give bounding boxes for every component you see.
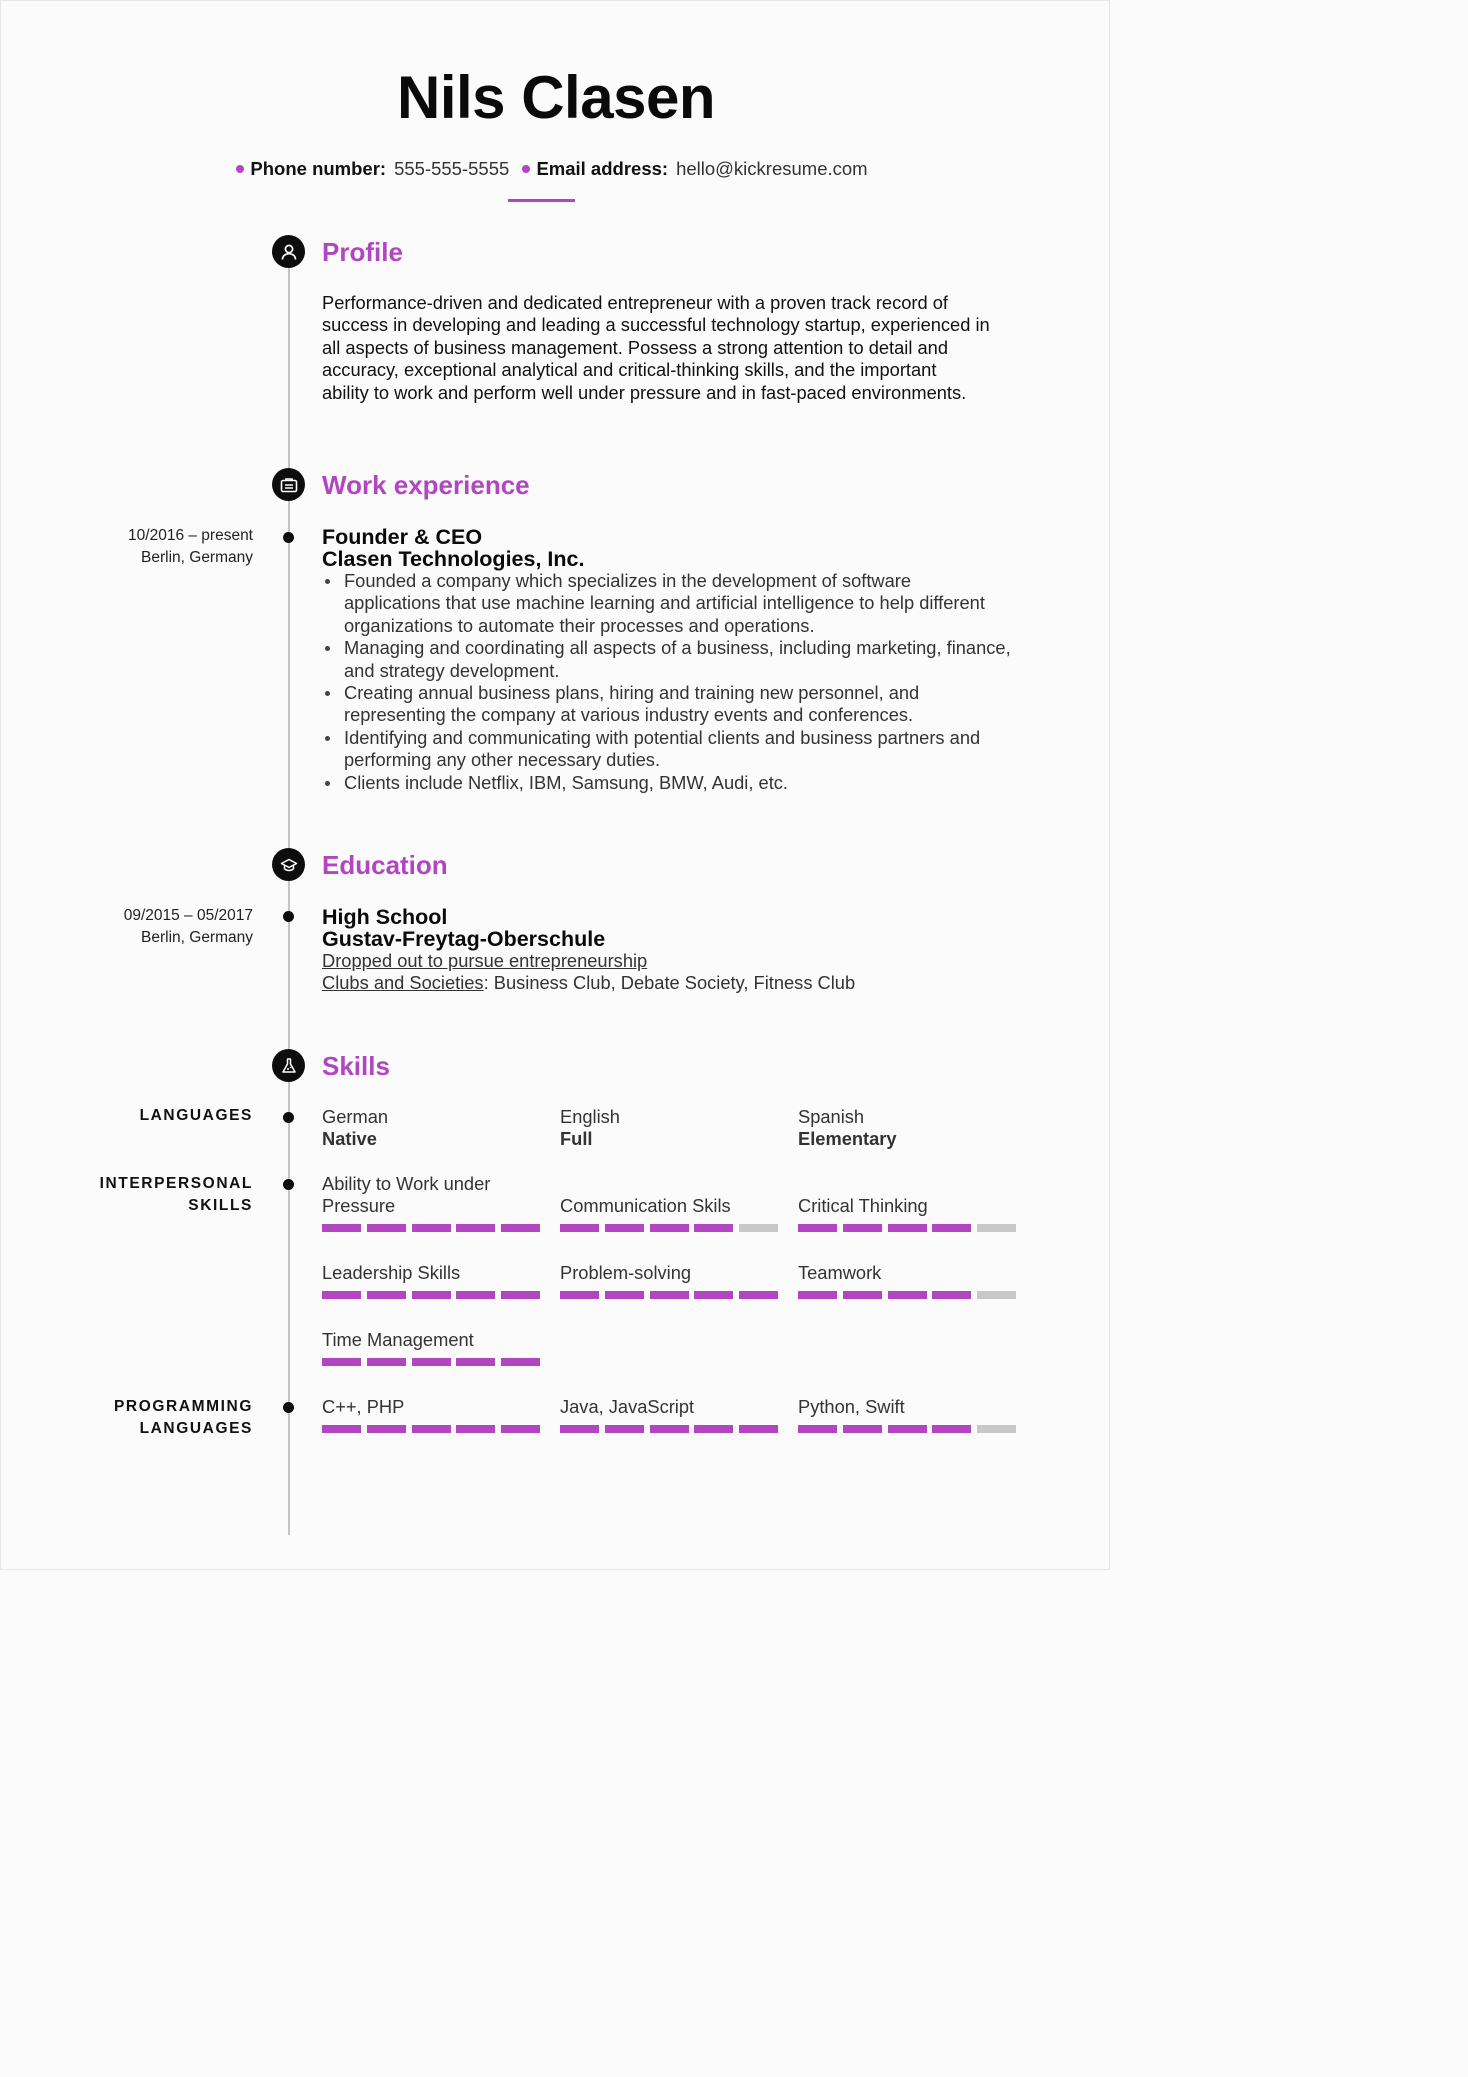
rating-segment-filled <box>322 1358 361 1366</box>
rating-segment-filled <box>888 1425 927 1433</box>
clubs-separator: : <box>483 972 489 993</box>
rating-segment-filled <box>412 1224 451 1232</box>
skill-name: Leadership Skills <box>322 1262 461 1283</box>
skill-rating-bar <box>560 1224 778 1232</box>
rating-segment-filled <box>367 1291 406 1299</box>
rating-segment-filled <box>412 1358 451 1366</box>
profile-line: success in developing and leading a successful technology startup, experienced in <box>322 314 990 336</box>
skill-name: Problem-solving <box>560 1262 692 1283</box>
language-level: Native <box>322 1128 377 1149</box>
phone-label: Phone number: <box>250 158 387 179</box>
briefcase-icon <box>272 468 305 501</box>
phone-value[interactable]: 555-555-5555 <box>394 158 510 179</box>
skill-rating-bar <box>798 1425 1016 1433</box>
section-title-profile: Profile <box>322 237 403 267</box>
rating-segment-filled <box>456 1291 495 1299</box>
rating-segment-filled <box>650 1425 689 1433</box>
education-location: Berlin, Germany <box>141 929 253 946</box>
language-name: German <box>322 1106 389 1127</box>
language-level: Full <box>560 1128 593 1149</box>
rating-segment-filled <box>739 1425 778 1433</box>
skill-rating-bar <box>322 1425 540 1433</box>
rating-segment-filled <box>367 1358 406 1366</box>
person-icon <box>272 235 305 268</box>
bullet-dot-icon <box>236 165 244 173</box>
rating-segment-filled <box>367 1425 406 1433</box>
timeline-dot <box>283 1179 294 1190</box>
rating-segment-filled <box>605 1224 644 1232</box>
rating-segment-filled <box>456 1358 495 1366</box>
clubs-value: Business Club, Debate Society, Fitness Club <box>488 972 856 993</box>
graduation-cap-icon <box>272 848 305 881</box>
timeline-dot <box>283 911 294 922</box>
flask-icon <box>272 1049 305 1082</box>
rating-segment-filled <box>501 1358 540 1366</box>
rating-segment-filled <box>367 1224 406 1232</box>
timeline-dot <box>283 1112 294 1123</box>
profile-summary <box>322 292 1042 404</box>
rating-segment-filled <box>412 1291 451 1299</box>
rating-segment-filled <box>932 1425 971 1433</box>
work-date: 10/2016 – present <box>128 527 253 544</box>
skill-name: Communication Skils <box>560 1195 731 1216</box>
work-bullets <box>322 570 1012 794</box>
rating-segment-filled <box>456 1425 495 1433</box>
skill-name: Ability to Work under Pressure <box>322 1173 491 1217</box>
skill-name: Teamwork <box>798 1262 882 1283</box>
education-note-line <box>322 950 647 972</box>
profile-line: ability to work and perform well under pressure and in fast-paced environments. <box>322 381 967 403</box>
rating-segment-filled <box>798 1425 837 1433</box>
contact-line <box>1 158 1111 180</box>
email-value[interactable]: hello@kickresume.com <box>676 158 868 179</box>
rating-segment-filled <box>560 1425 599 1433</box>
list-item: Creating annual business plans, hiring and training new personnel, and representing the company at various industry events and conferences. <box>322 682 1012 727</box>
profile-line: accuracy, exceptional analytical and critical-thinking skills, and the important <box>322 359 937 381</box>
skill-rating-bar <box>322 1291 540 1299</box>
rating-segment-filled <box>843 1425 882 1433</box>
rating-segment-filled <box>694 1291 733 1299</box>
rating-segment-filled <box>412 1425 451 1433</box>
education-note: Dropped out to pursue entrepreneurship <box>322 950 648 971</box>
skill-rating-bar <box>322 1358 540 1366</box>
rating-segment-filled <box>322 1291 361 1299</box>
language-name: Spanish <box>798 1106 865 1127</box>
category-programming-line2: LANGUAGES <box>139 1420 253 1437</box>
rating-segment-filled <box>694 1425 733 1433</box>
email-label: Email address: <box>536 158 669 179</box>
rating-segment-filled <box>560 1291 599 1299</box>
skill-rating-bar <box>322 1224 540 1232</box>
rating-segment-filled <box>932 1291 971 1299</box>
rating-segment-filled <box>650 1224 689 1232</box>
category-programming-line1: PROGRAMMING <box>113 1398 253 1415</box>
skill-name: Critical Thinking <box>798 1195 928 1216</box>
rating-segment-filled <box>605 1425 644 1433</box>
rating-segment-empty <box>977 1224 1016 1232</box>
language-level: Elementary <box>798 1128 897 1149</box>
timeline-line <box>288 253 290 1535</box>
education-clubs-line <box>322 972 855 994</box>
skill-rating-bar <box>560 1291 778 1299</box>
category-languages: LANGUAGES <box>139 1107 253 1124</box>
rating-segment-filled <box>843 1224 882 1232</box>
skill-name: Python, Swift <box>798 1396 905 1417</box>
rating-segment-filled <box>843 1291 882 1299</box>
skill-rating-bar <box>798 1291 1016 1299</box>
header-divider <box>508 199 575 202</box>
rating-segment-filled <box>932 1224 971 1232</box>
education-school: Gustav-Freytag-Oberschule <box>322 927 606 951</box>
rating-segment-filled <box>739 1291 778 1299</box>
skill-name: C++, PHP <box>322 1396 405 1417</box>
work-role: Founder & CEO <box>322 525 483 549</box>
rating-segment-filled <box>456 1224 495 1232</box>
work-company: Clasen Technologies, Inc. <box>322 547 585 571</box>
list-item: Clients include Netflix, IBM, Samsung, BMW, Audi, etc. <box>322 772 1012 794</box>
category-interpersonal-line2: SKILLS <box>188 1197 253 1214</box>
rating-segment-filled <box>501 1425 540 1433</box>
rating-segment-empty <box>739 1224 778 1232</box>
rating-segment-filled <box>501 1291 540 1299</box>
clubs-label: Clubs and Societies <box>322 972 484 993</box>
section-title-education: Education <box>322 850 448 880</box>
bullet-dot-icon <box>522 165 530 173</box>
profile-line: all aspects of business management. Possess a strong attention to detail and <box>322 336 948 358</box>
rating-segment-filled <box>694 1224 733 1232</box>
rating-segment-filled <box>501 1224 540 1232</box>
candidate-name: Nils Clasen <box>397 64 715 131</box>
rating-segment-filled <box>560 1224 599 1232</box>
rating-segment-filled <box>650 1291 689 1299</box>
category-interpersonal-line1: INTERPERSONAL <box>99 1175 253 1192</box>
education-date: 09/2015 – 05/2017 <box>123 907 253 924</box>
list-item: Managing and coordinating all aspects of a business, including marketing, finance, and strategy development. <box>322 637 1012 682</box>
rating-segment-filled <box>888 1291 927 1299</box>
rating-segment-filled <box>322 1425 361 1433</box>
skill-name: Time Management <box>322 1329 474 1350</box>
rating-segment-empty <box>977 1291 1016 1299</box>
list-item: Identifying and communicating with potential clients and business partners and performing any other necessary duties. <box>322 727 1012 772</box>
rating-segment-filled <box>798 1224 837 1232</box>
rating-segment-filled <box>888 1224 927 1232</box>
profile-line: Performance-driven and dedicated entrepreneur with a proven track record of <box>322 292 948 313</box>
list-item: Founded a company which specializes in the development of software applications that use machine learning and artificial intelligence to help different organizations to automate their processes and operations. <box>322 570 1012 637</box>
rating-segment-empty <box>977 1425 1016 1433</box>
education-degree: High School <box>322 905 448 929</box>
timeline-dot <box>283 1402 294 1413</box>
skill-name: Java, JavaScript <box>560 1396 695 1417</box>
timeline-dot <box>283 532 294 543</box>
skill-rating-bar <box>560 1425 778 1433</box>
rating-segment-filled <box>322 1224 361 1232</box>
section-title-work: Work experience <box>322 470 530 500</box>
work-location: Berlin, Germany <box>141 549 253 566</box>
rating-segment-filled <box>798 1291 837 1299</box>
section-title-skills: Skills <box>322 1051 390 1081</box>
language-name: English <box>560 1106 620 1127</box>
skill-rating-bar <box>798 1224 1016 1232</box>
rating-segment-filled <box>605 1291 644 1299</box>
